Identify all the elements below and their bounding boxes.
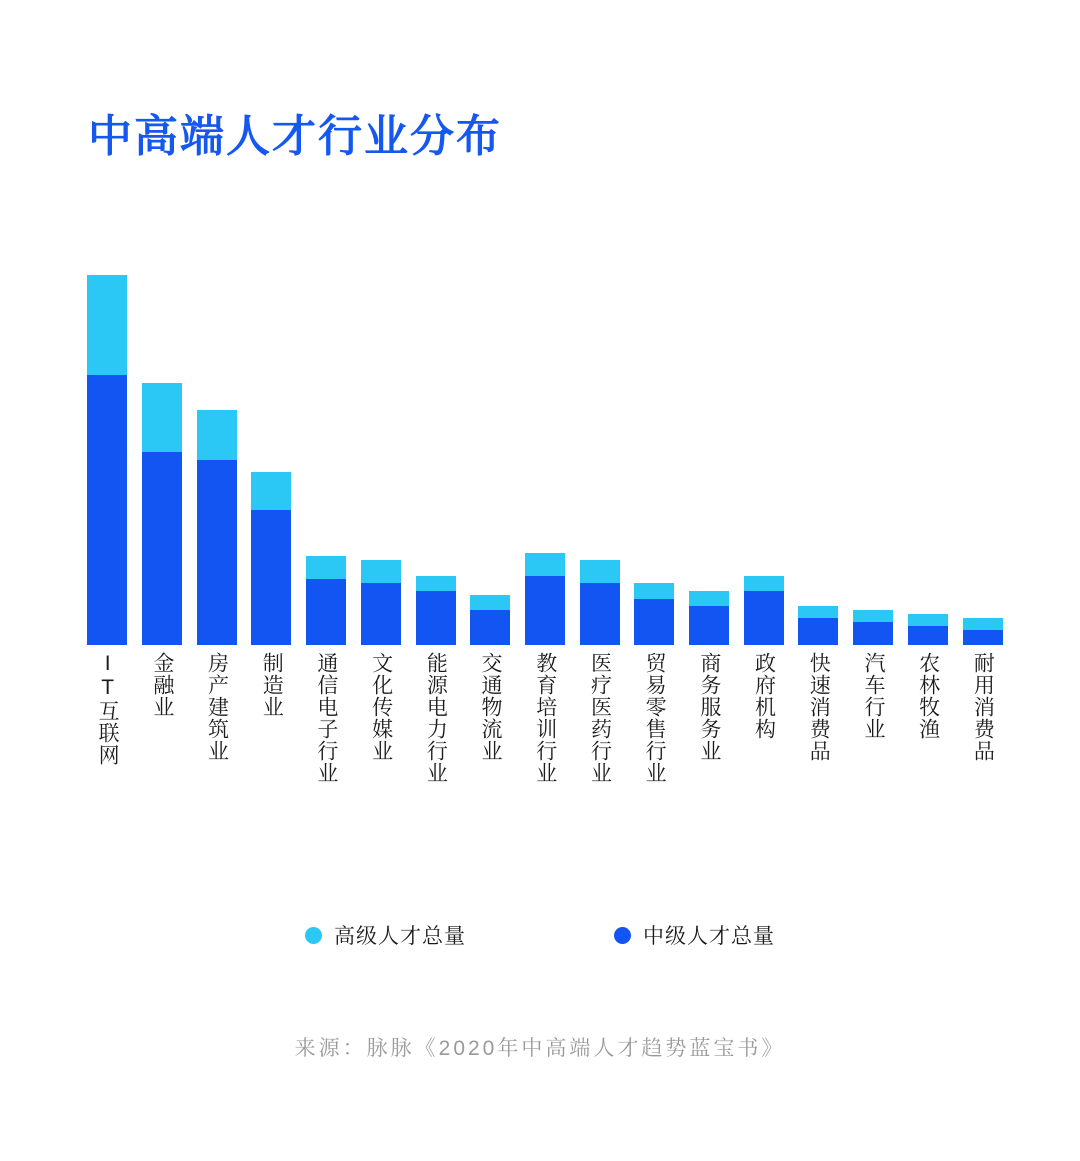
bar-segment-mid bbox=[963, 630, 1003, 645]
bar-group bbox=[80, 275, 1010, 645]
page-title: 中高端人才行业分布 bbox=[88, 112, 502, 161]
bar-slot bbox=[518, 275, 573, 645]
bar[interactable] bbox=[798, 606, 838, 645]
bar[interactable] bbox=[908, 614, 948, 645]
stacked-bar-chart bbox=[80, 275, 1010, 645]
bar[interactable] bbox=[525, 553, 565, 646]
bar[interactable] bbox=[87, 275, 127, 645]
x-label-slot bbox=[627, 652, 682, 784]
x-label-slot bbox=[189, 652, 244, 762]
x-label-slot bbox=[408, 652, 463, 784]
x-axis-label: 农林牧渔 bbox=[916, 652, 940, 740]
x-axis-label: 能源电力行业 bbox=[424, 652, 448, 784]
bar-segment-mid bbox=[634, 599, 674, 645]
x-label-slot bbox=[572, 652, 627, 784]
bar-segment-senior bbox=[963, 618, 1003, 630]
bar-segment-mid bbox=[306, 579, 346, 645]
bar-segment-senior bbox=[580, 560, 620, 583]
bar[interactable] bbox=[470, 595, 510, 645]
bar-segment-senior bbox=[634, 583, 674, 598]
bar-slot bbox=[955, 275, 1010, 645]
bar-slot bbox=[901, 275, 956, 645]
bar-segment-mid bbox=[416, 591, 456, 645]
x-axis-label: 金融业 bbox=[150, 652, 174, 718]
x-axis-label: 汽车行业 bbox=[861, 652, 885, 740]
bar-segment-mid bbox=[744, 591, 784, 645]
bar-segment-senior bbox=[525, 553, 565, 576]
legend-color-dot bbox=[614, 927, 631, 944]
bar-segment-mid bbox=[470, 610, 510, 645]
source-note: 来源：脉脉《2020年中高端人才趋势蓝宝书》 bbox=[294, 1037, 786, 1060]
legend-item[interactable] bbox=[305, 920, 466, 950]
x-label-slot bbox=[955, 652, 1010, 762]
x-axis-label: 快速消费品 bbox=[807, 652, 831, 762]
bar-slot bbox=[189, 275, 244, 645]
bar-segment-senior bbox=[416, 576, 456, 591]
x-label-slot bbox=[518, 652, 573, 784]
bar-slot bbox=[354, 275, 409, 645]
bar-slot bbox=[463, 275, 518, 645]
bar-slot bbox=[80, 275, 135, 645]
legend-color-dot bbox=[305, 927, 322, 944]
bar[interactable] bbox=[142, 383, 182, 645]
bar-segment-senior bbox=[87, 275, 127, 375]
x-axis-label: 政府机构 bbox=[752, 652, 776, 740]
bar[interactable] bbox=[361, 560, 401, 645]
bar[interactable] bbox=[744, 576, 784, 645]
bar-segment-mid bbox=[361, 583, 401, 645]
bar-segment-mid bbox=[87, 375, 127, 645]
bar-slot bbox=[408, 275, 463, 645]
bar-slot bbox=[791, 275, 846, 645]
x-axis-label: 房产建筑业 bbox=[205, 652, 229, 762]
bar-segment-mid bbox=[525, 576, 565, 645]
x-label-slot bbox=[846, 652, 901, 740]
legend-item[interactable] bbox=[614, 920, 775, 950]
x-label-slot bbox=[135, 652, 190, 718]
x-label-slot bbox=[901, 652, 956, 740]
x-axis-label: 通信电子行业 bbox=[314, 652, 338, 784]
bar[interactable] bbox=[197, 410, 237, 645]
bar-slot bbox=[299, 275, 354, 645]
bar[interactable] bbox=[853, 610, 893, 645]
bar[interactable] bbox=[416, 576, 456, 645]
x-label-slot bbox=[80, 652, 135, 766]
x-axis-label: 交通物流业 bbox=[479, 652, 503, 762]
bar-segment-mid bbox=[142, 452, 182, 645]
x-axis-label: 医疗医药行业 bbox=[588, 652, 612, 784]
legend-label: 中级人才总量 bbox=[643, 925, 775, 948]
bar-segment-senior bbox=[251, 472, 291, 511]
x-label-slot bbox=[736, 652, 791, 740]
x-label-slot bbox=[791, 652, 846, 762]
bar[interactable] bbox=[689, 591, 729, 645]
bar[interactable] bbox=[580, 560, 620, 645]
bar-slot bbox=[244, 275, 299, 645]
x-axis-label: 制造业 bbox=[260, 652, 284, 718]
bar-segment-mid bbox=[853, 622, 893, 645]
bar-segment-mid bbox=[580, 583, 620, 645]
bar-segment-senior bbox=[908, 614, 948, 626]
bar-segment-mid bbox=[798, 618, 838, 645]
bar-segment-senior bbox=[361, 560, 401, 583]
bar-segment-mid bbox=[689, 606, 729, 645]
x-axis-label: 教育培训行业 bbox=[533, 652, 557, 784]
bar-segment-senior bbox=[798, 606, 838, 618]
bar[interactable] bbox=[251, 472, 291, 645]
legend-label: 高级人才总量 bbox=[334, 925, 466, 948]
bar-segment-senior bbox=[744, 576, 784, 591]
bar-segment-senior bbox=[142, 383, 182, 452]
x-label-slot bbox=[354, 652, 409, 762]
x-axis-label: 耐用消费品 bbox=[971, 652, 995, 762]
x-axis-label: 贸易零售行业 bbox=[643, 652, 667, 784]
bar-slot bbox=[627, 275, 682, 645]
bar-segment-senior bbox=[853, 610, 893, 622]
bar-slot bbox=[846, 275, 901, 645]
bar[interactable] bbox=[634, 583, 674, 645]
bar-slot bbox=[736, 275, 791, 645]
x-label-slot bbox=[299, 652, 354, 784]
x-axis-labels bbox=[80, 652, 1010, 784]
bar-segment-senior bbox=[306, 556, 346, 579]
x-axis-label: 商务服务业 bbox=[697, 652, 721, 762]
bar[interactable] bbox=[306, 556, 346, 645]
bar-segment-mid bbox=[908, 626, 948, 645]
x-axis-label: 文化传媒业 bbox=[369, 652, 393, 762]
bar-segment-senior bbox=[197, 410, 237, 460]
bar-slot bbox=[682, 275, 737, 645]
x-label-slot bbox=[244, 652, 299, 718]
bar-segment-senior bbox=[689, 591, 729, 606]
x-axis-label: IT互联网 bbox=[96, 652, 120, 766]
x-label-slot bbox=[463, 652, 518, 762]
bar-segment-senior bbox=[470, 595, 510, 610]
bar-segment-mid bbox=[197, 460, 237, 645]
bar[interactable] bbox=[963, 618, 1003, 645]
bar-slot bbox=[572, 275, 627, 645]
bar-slot bbox=[135, 275, 190, 645]
bar-segment-mid bbox=[251, 510, 291, 645]
chart-legend bbox=[0, 920, 1080, 950]
x-label-slot bbox=[682, 652, 737, 762]
